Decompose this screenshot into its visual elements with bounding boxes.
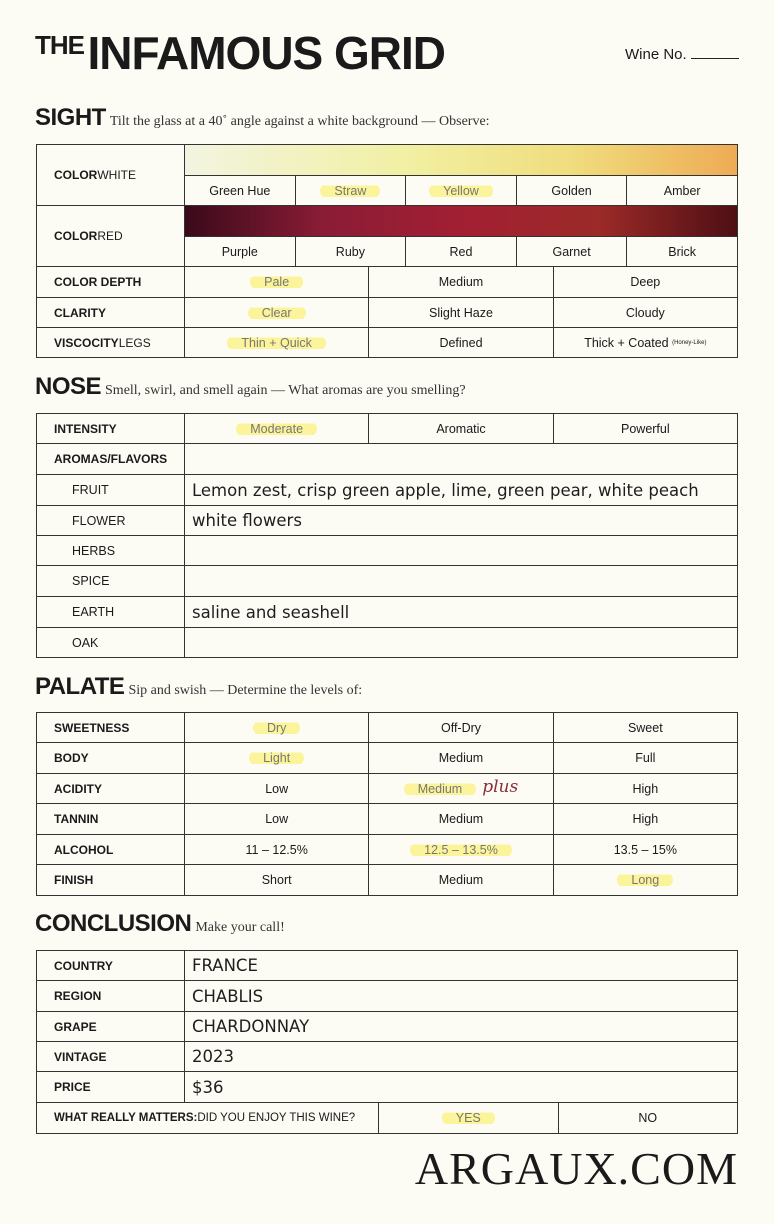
white-color-gradient bbox=[185, 145, 737, 176]
conclusion-heading bbox=[35, 910, 285, 938]
tannin-label: TANNIN bbox=[37, 804, 185, 834]
aroma-row-flower bbox=[36, 506, 738, 536]
page-title bbox=[35, 27, 446, 79]
color-depth-label: COLOR DEPTH bbox=[37, 267, 185, 297]
option-tannin-medium[interactable]: Medium bbox=[369, 804, 553, 834]
option-garnet[interactable]: Garnet bbox=[517, 237, 628, 266]
price-row bbox=[36, 1072, 738, 1103]
sweetness-label: SWEETNESS bbox=[37, 713, 185, 742]
enjoy-row bbox=[36, 1103, 738, 1134]
conclusion-title: CONCLUSION bbox=[35, 910, 192, 937]
price-label: PRICE bbox=[37, 1072, 185, 1102]
option-finish-medium[interactable]: Medium bbox=[369, 865, 553, 895]
aroma-label-earth: EARTH bbox=[37, 597, 185, 627]
option-straw[interactable]: Straw bbox=[296, 176, 407, 205]
wine-number-field[interactable] bbox=[625, 46, 739, 63]
aroma-label-herbs: HERBS bbox=[37, 536, 185, 565]
color-depth-row bbox=[36, 267, 738, 298]
sight-title: SIGHT bbox=[35, 104, 106, 131]
aroma-field-flower[interactable]: white flowers bbox=[192, 511, 302, 530]
clarity-row bbox=[36, 298, 738, 328]
option-alcohol-low[interactable]: 11 – 12.5% bbox=[185, 835, 369, 864]
region-field[interactable]: CHABLIS bbox=[192, 986, 264, 1006]
aroma-field-oak[interactable] bbox=[185, 628, 737, 657]
option-purple[interactable]: Purple bbox=[185, 237, 296, 266]
option-powerful[interactable]: Powerful bbox=[621, 421, 670, 436]
aroma-row-oak bbox=[36, 628, 738, 658]
color-white-label: COLOR WHITE bbox=[37, 145, 185, 205]
red-color-gradient bbox=[185, 206, 737, 237]
option-deep[interactable]: Deep bbox=[630, 275, 661, 289]
option-slight-haze[interactable]: Slight Haze bbox=[369, 298, 553, 327]
aromas-label: AROMAS/FLAVORS bbox=[37, 444, 185, 474]
option-short[interactable]: Short bbox=[185, 865, 369, 895]
option-defined[interactable]: Defined bbox=[369, 328, 553, 357]
grape-field[interactable]: CHARDONNAY bbox=[192, 1017, 310, 1036]
option-brick[interactable]: Brick bbox=[668, 244, 697, 259]
grape-label: GRAPE bbox=[37, 1012, 185, 1041]
aroma-row-spice bbox=[36, 566, 738, 597]
option-light[interactable]: Light bbox=[185, 743, 369, 773]
price-field[interactable]: $36 bbox=[192, 1077, 224, 1097]
wine-number-blank[interactable] bbox=[691, 58, 739, 59]
aroma-field-fruit[interactable]: Lemon zest, crisp green apple, lime, green pear, white peach bbox=[192, 480, 699, 500]
tannin-row bbox=[36, 804, 738, 835]
option-long[interactable]: Long bbox=[554, 865, 737, 895]
option-sweet[interactable]: Sweet bbox=[627, 720, 663, 735]
finish-row bbox=[36, 865, 738, 896]
enjoy-label: WHAT REALLY MATTERS: DID YOU ENJOY THIS WINE? bbox=[54, 1112, 356, 1124]
vintage-row bbox=[36, 1042, 738, 1072]
option-moderate[interactable]: Moderate bbox=[185, 414, 369, 443]
aroma-label-fruit: FRUIT bbox=[37, 475, 185, 505]
option-acidity-high[interactable]: High bbox=[632, 781, 659, 796]
aroma-row-earth bbox=[36, 597, 738, 628]
color-red-row bbox=[36, 206, 738, 267]
option-green-hue[interactable]: Green Hue bbox=[185, 176, 296, 205]
option-thick-coated[interactable]: Thick + Coated (Honey-Like) bbox=[584, 335, 707, 350]
option-tannin-high[interactable]: High bbox=[632, 812, 659, 826]
country-label: COUNTRY bbox=[37, 951, 185, 980]
vintage-label: VINTAGE bbox=[37, 1042, 185, 1071]
aroma-field-earth[interactable]: saline and seashell bbox=[192, 602, 350, 622]
palate-title: PALATE bbox=[35, 673, 125, 700]
option-acidity-medium[interactable]: Medium plus bbox=[369, 774, 553, 803]
option-yellow[interactable]: Yellow bbox=[406, 176, 517, 205]
vintage-field[interactable]: 2023 bbox=[192, 1047, 234, 1066]
nose-heading bbox=[35, 373, 466, 401]
aromas-header-row bbox=[36, 444, 738, 475]
clarity-label: CLARITY bbox=[37, 298, 185, 327]
palate-heading bbox=[35, 673, 362, 701]
option-golden[interactable]: Golden bbox=[517, 176, 628, 205]
sight-heading bbox=[35, 104, 490, 132]
option-medium-depth[interactable]: Medium bbox=[369, 267, 553, 297]
aroma-label-flower: FLOWER bbox=[37, 506, 185, 535]
aroma-label-spice: SPICE bbox=[37, 566, 185, 596]
country-field[interactable]: FRANCE bbox=[192, 956, 258, 975]
aroma-label-oak: OAK bbox=[37, 628, 185, 657]
option-aromatic[interactable]: Aromatic bbox=[369, 414, 553, 443]
finish-label: FINISH bbox=[37, 865, 185, 895]
option-off-dry[interactable]: Off-Dry bbox=[369, 713, 553, 742]
region-row bbox=[36, 981, 738, 1012]
sight-instruction: Tilt the glass at a 40˚ angle against a white background — Observe: bbox=[109, 114, 490, 129]
title-main: INFAMOUS GRID bbox=[87, 27, 446, 79]
honey-like-note: (Honey-Like) bbox=[672, 339, 707, 346]
aroma-field-herbs[interactable] bbox=[185, 536, 737, 565]
aroma-row-fruit bbox=[36, 475, 738, 506]
color-white-row bbox=[36, 144, 738, 206]
option-alcohol-mid[interactable]: 12.5 – 13.5% bbox=[369, 835, 553, 864]
aroma-field-spice[interactable] bbox=[185, 566, 737, 596]
option-amber[interactable]: Amber bbox=[663, 183, 701, 198]
option-red[interactable]: Red bbox=[406, 237, 517, 266]
acidity-label: ACIDITY bbox=[37, 774, 185, 803]
aroma-row-herbs bbox=[36, 536, 738, 566]
handwritten-plus-note: plus bbox=[482, 776, 519, 797]
wine-number-label: Wine No. bbox=[625, 46, 687, 63]
intensity-label: INTENSITY bbox=[37, 414, 185, 443]
argaux-logo[interactable]: ARGAUX.COM bbox=[414, 1143, 738, 1194]
alcohol-label: ALCOHOL bbox=[37, 835, 185, 864]
option-clear[interactable]: Clear bbox=[185, 298, 369, 327]
option-no[interactable]: NO bbox=[638, 1111, 658, 1125]
palate-instruction: Sip and swish — Determine the levels of: bbox=[128, 683, 363, 698]
option-yes[interactable]: YES bbox=[379, 1103, 559, 1133]
nose-title: NOSE bbox=[35, 373, 102, 400]
option-ruby[interactable]: Ruby bbox=[296, 237, 407, 266]
option-alcohol-high[interactable]: 13.5 – 15% bbox=[613, 842, 677, 857]
option-cloudy[interactable]: Cloudy bbox=[625, 305, 665, 320]
nose-instruction: Smell, swirl, and smell again — What aromas are you smelling? bbox=[105, 383, 466, 398]
viscosity-row bbox=[36, 328, 738, 358]
country-row bbox=[36, 950, 738, 981]
acidity-row bbox=[36, 774, 738, 804]
viscosity-label: VISCOCITY LEGS bbox=[37, 328, 185, 357]
option-pale[interactable]: Pale bbox=[185, 267, 369, 297]
title-prefix: THE bbox=[35, 30, 84, 60]
sweetness-row bbox=[36, 712, 738, 743]
option-thin-quick[interactable]: Thin + Quick bbox=[185, 328, 369, 357]
body-row bbox=[36, 743, 738, 774]
body-label: BODY bbox=[37, 743, 185, 773]
conclusion-instruction: Make your call! bbox=[195, 920, 285, 935]
option-dry[interactable]: Dry bbox=[185, 713, 369, 742]
option-acidity-low[interactable]: Low bbox=[185, 774, 369, 803]
color-red-label: COLOR RED bbox=[37, 206, 185, 266]
option-tannin-low[interactable]: Low bbox=[185, 804, 369, 834]
intensity-row bbox=[36, 413, 738, 444]
option-full[interactable]: Full bbox=[635, 751, 656, 765]
grape-row bbox=[36, 1012, 738, 1042]
alcohol-row bbox=[36, 835, 738, 865]
option-medium-body[interactable]: Medium bbox=[369, 743, 553, 773]
region-label: REGION bbox=[37, 981, 185, 1011]
